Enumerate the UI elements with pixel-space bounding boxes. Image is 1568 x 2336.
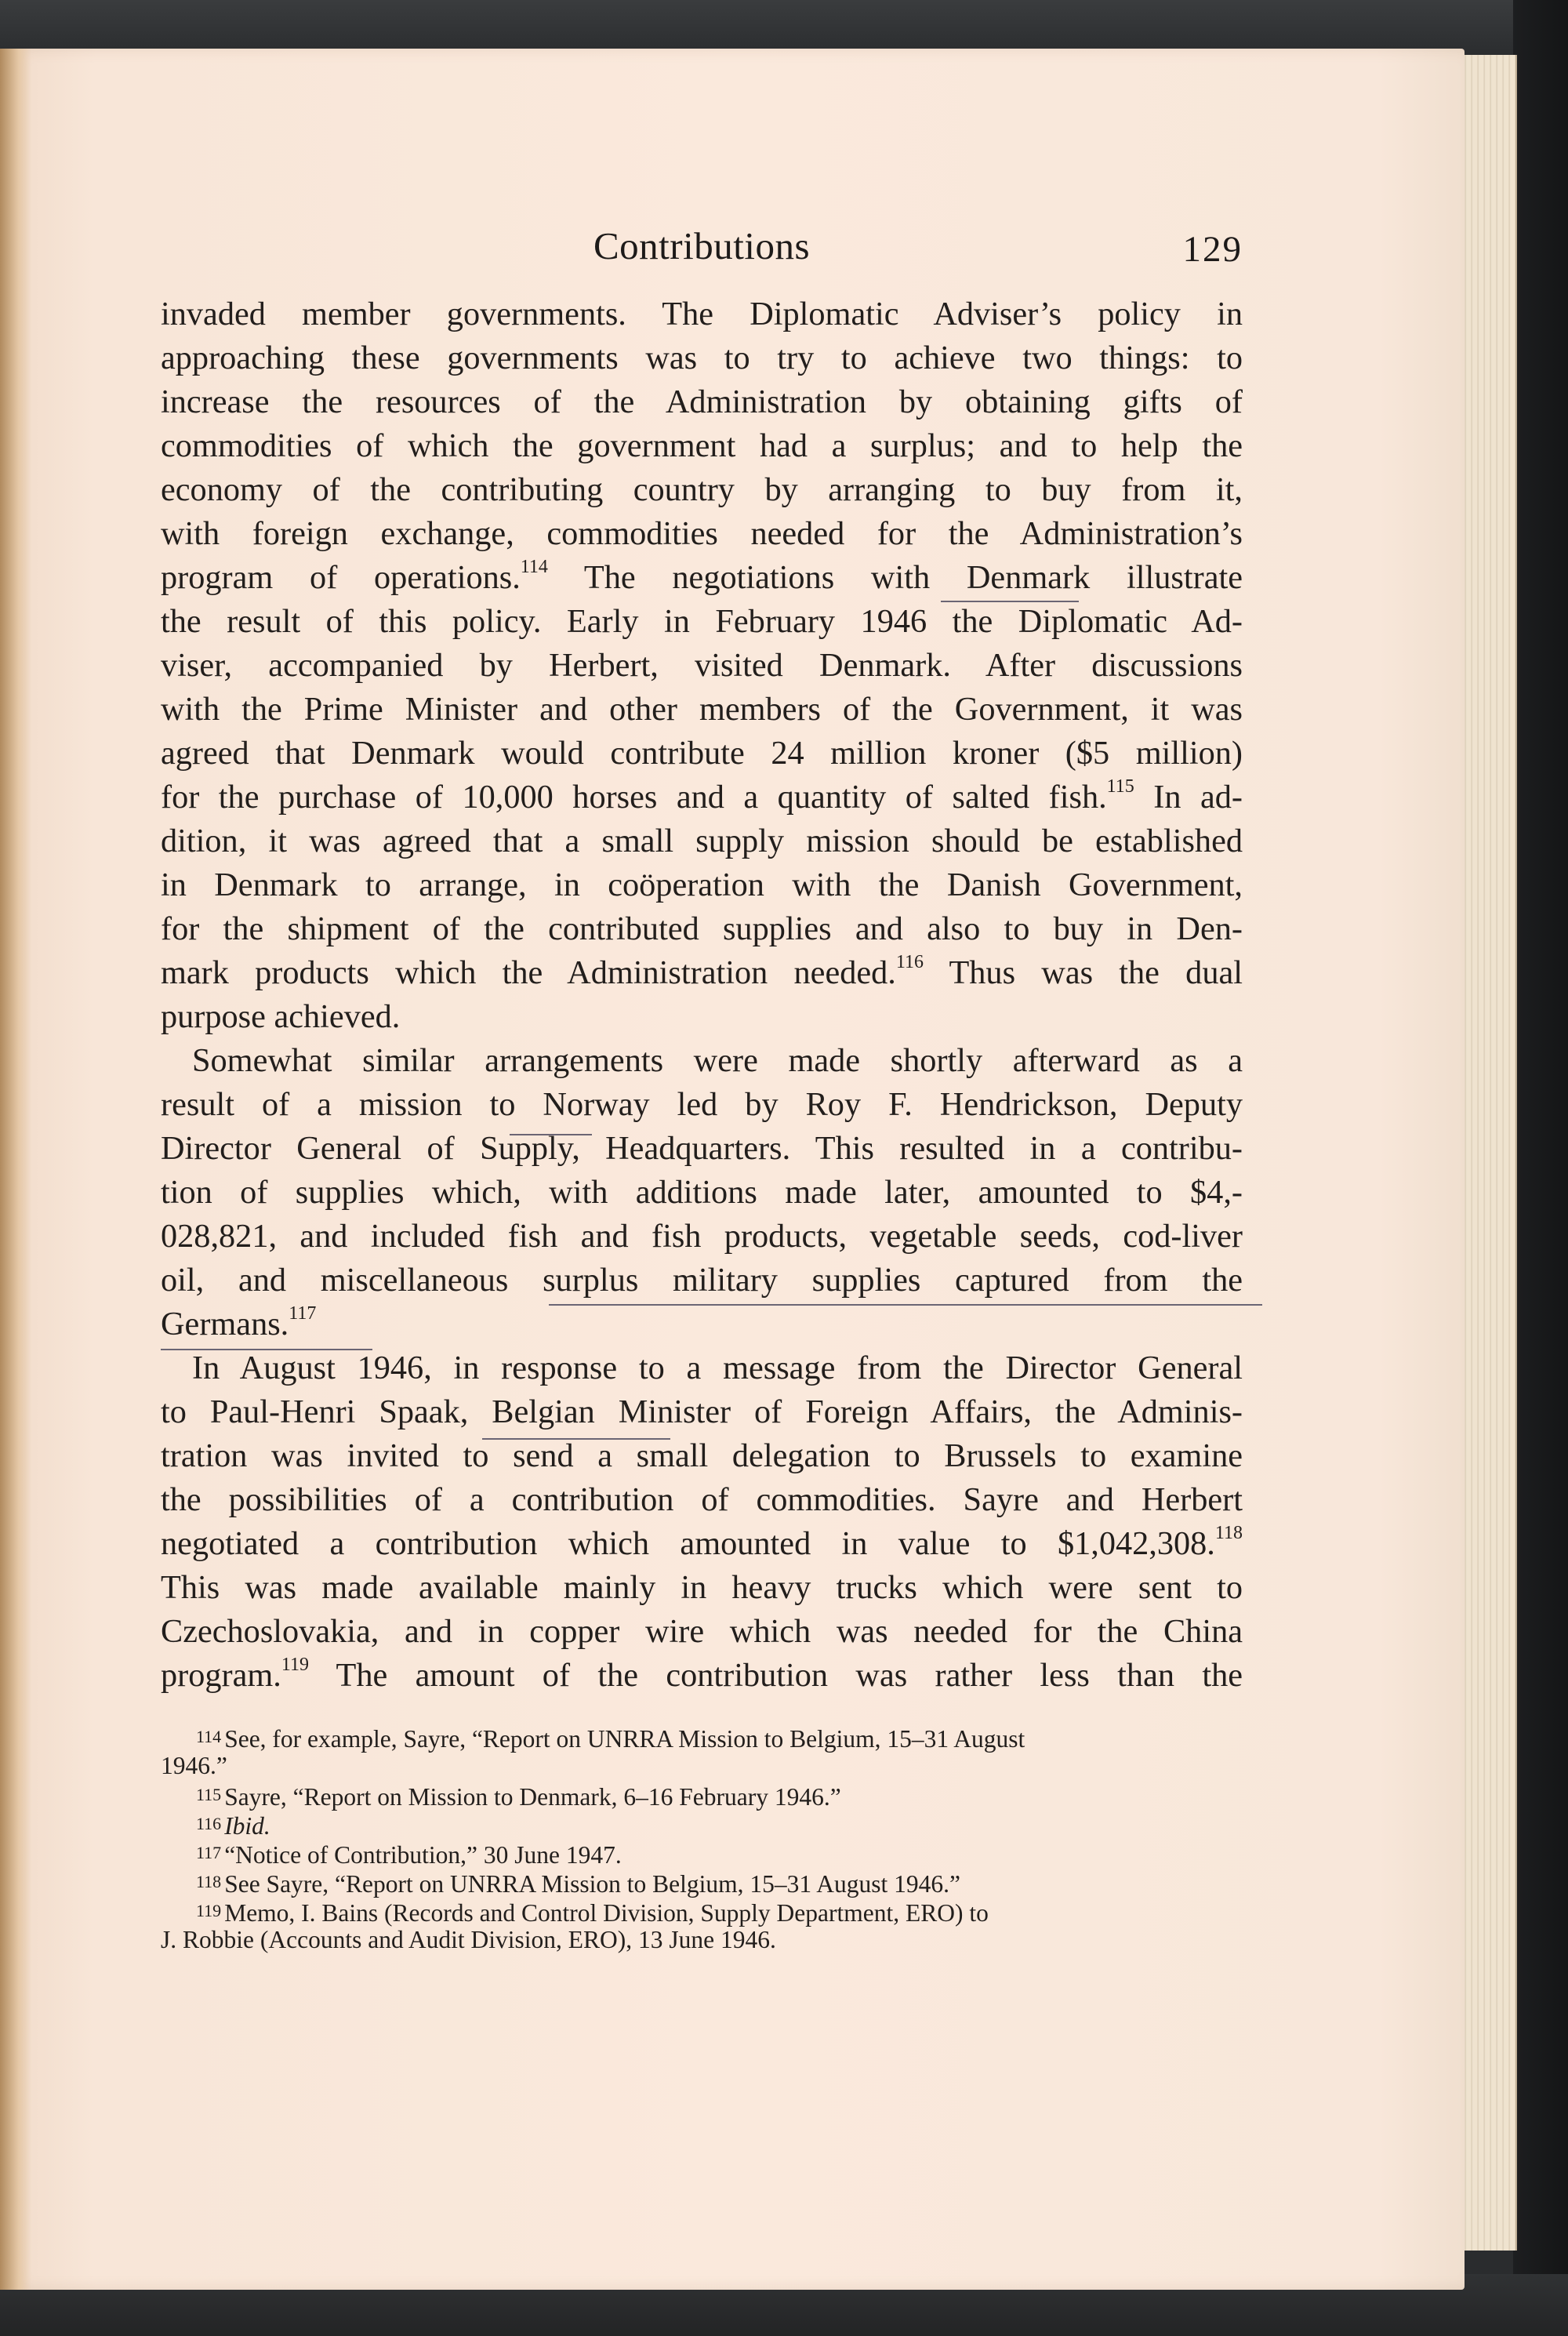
- text-line: the possibilities of a contribution of commodities. Sayre and Herbert: [161, 1481, 1243, 1518]
- text-line: viser, accompanied by Herbert, visited Denmark. After discussions: [161, 647, 1243, 684]
- footnote-continuation: 1946.”: [161, 1752, 227, 1779]
- text-line: oil, and miscellaneous surplus military supplies captured from the: [161, 1262, 1243, 1299]
- footnote-ref: 118: [1214, 1523, 1243, 1543]
- backdrop-top: [0, 0, 1568, 55]
- page-number: 129: [1182, 229, 1243, 270]
- text-line: Somewhat similar arrangements were made shortly afterward as a: [192, 1042, 1243, 1079]
- text-line: economy of the contributing country by arranging to buy from it,: [161, 471, 1243, 508]
- text-line: with the Prime Minister and other members of the Government, it was: [161, 691, 1243, 728]
- text-line: tration was invited to send a small delegation to Brussels to examine: [161, 1437, 1243, 1474]
- text-line: program of operations.$^{114}$ The negotiations with Denmark illustrate: [161, 557, 1243, 596]
- text-line: for the shipment of the contributed supplies and also to buy in Den-: [161, 910, 1243, 947]
- pen-underline-germans: [161, 1349, 372, 1350]
- footnote: 117 “Notice of Contribution,” 30 June 1947.: [196, 1841, 622, 1869]
- book-spine-edge: [0, 49, 31, 2290]
- body-text: [161, 292, 1243, 1698]
- text-line: approaching these governments was to try to achieve two things: to: [161, 340, 1243, 376]
- footnote-continuation: J. Robbie (Accounts and Audit Division, ERO), 13 June 1946.: [161, 1926, 776, 1953]
- text-line: Germans.$^{117}$: [161, 1303, 317, 1342]
- text-line: This was made available mainly in heavy trucks which were sent to: [161, 1569, 1243, 1606]
- text-line: with foreign exchange, commodities needed for the Administration’s: [161, 515, 1243, 552]
- text-line: Director General of Supply, Headquarters. This resulted in a contribu-: [161, 1130, 1243, 1167]
- text-line: Czechoslovakia, and in copper wire which was needed for the China: [161, 1613, 1243, 1650]
- backdrop-right: [1513, 0, 1568, 2336]
- pen-underline-belgian: [482, 1438, 670, 1440]
- text-line: program.$^{119}$ The amount of the contribution was rather less than the: [161, 1655, 1243, 1694]
- text-line: result of a mission to Norway led by Roy F. Hendrickson, Deputy: [161, 1086, 1243, 1123]
- footnote-ref: 119: [281, 1655, 309, 1675]
- text-line: for the purchase of 10,000 horses and a quantity of salted fish.$^{115}$ In ad-: [161, 776, 1243, 816]
- text-line: In August 1946, in response to a message from the Director General: [192, 1350, 1243, 1386]
- footnote: 119 Memo, I. Bains (Records and Control Division, Supply Department, ERO) to: [196, 1899, 989, 1927]
- text-line: negotiated a contribution which amounted in value to $1,042,308.$^{118}$: [161, 1523, 1243, 1562]
- footnote: 115 Sayre, “Report on Mission to Denmark, 6–16 February 1946.”: [196, 1783, 841, 1811]
- page-header: [161, 223, 1243, 278]
- footnote: 118 See Sayre, “Report on UNRRA Mission to Belgium, 15–31 August 1946.”: [196, 1870, 961, 1898]
- text-line: mark products which the Administration needed.$^{116}$ Thus was the dual: [161, 952, 1243, 991]
- footnote: 114 See, for example, Sayre, “Report on UNRRA Mission to Belgium, 15–31 August: [196, 1725, 1025, 1753]
- text-line: the result of this policy. Early in February 1946 the Diplomatic Ad-: [161, 603, 1243, 640]
- footnote: 116 Ibid.: [196, 1812, 270, 1840]
- text-line: tion of supplies which, with additions made later, amounted to $4,-: [161, 1174, 1243, 1211]
- text-line: 028,821, and included fish and fish products, vegetable seeds, cod-liver: [161, 1218, 1243, 1255]
- footnote-ref: 117: [289, 1303, 317, 1324]
- footnote-ref: 115: [1106, 776, 1134, 797]
- text-line: purpose achieved.: [161, 998, 401, 1035]
- text-line: increase the resources of the Administration by obtaining gifts of: [161, 383, 1243, 420]
- pen-underline-surplus: [549, 1304, 1262, 1306]
- text-line: agreed that Denmark would contribute 24 million kroner ($5 million): [161, 735, 1243, 772]
- text-line: in Denmark to arrange, in coöperation with the Danish Government,: [161, 866, 1243, 903]
- footnote-ref: 114: [520, 557, 548, 577]
- pen-underline-denmark: [941, 601, 1079, 602]
- footnotes: [161, 1722, 1243, 1954]
- text-line: commodities of which the government had a surplus; and to help the: [161, 427, 1243, 464]
- text-line: dition, it was agreed that a small supply mission should be established: [161, 823, 1243, 859]
- text-line: to Paul-Henri Spaak, Belgian Minister of Foreign Affairs, the Adminis-: [161, 1393, 1243, 1430]
- footnote-ref: 116: [895, 952, 924, 972]
- running-title: Contributions: [593, 224, 811, 267]
- text-line: invaded member governments. The Diplomatic Adviser’s policy in: [161, 296, 1243, 332]
- pen-underline-norway: [510, 1134, 592, 1135]
